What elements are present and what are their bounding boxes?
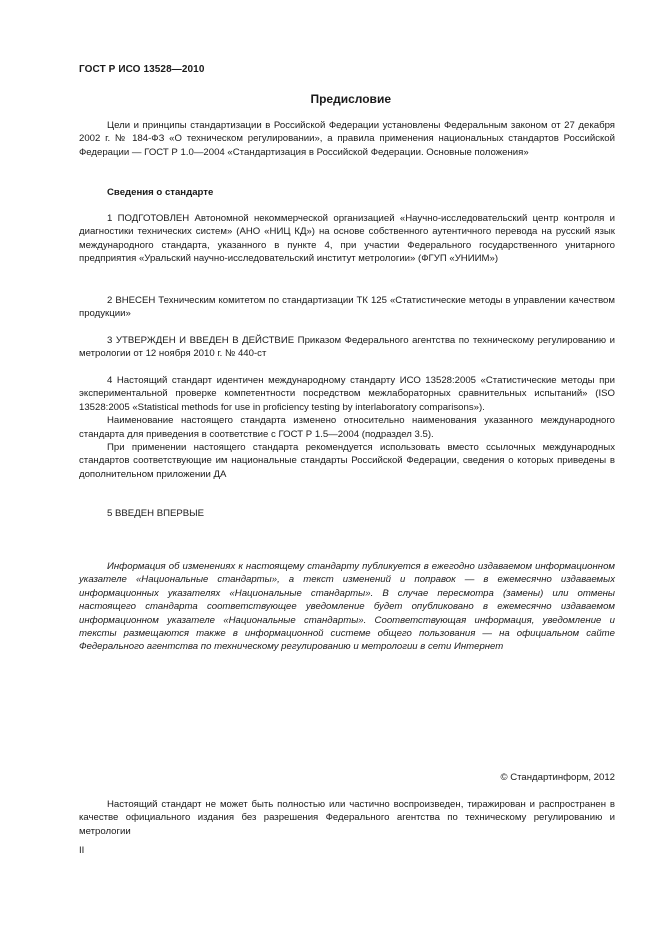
- item-3-block: [79, 334, 615, 361]
- intro-paragraph-block: [79, 119, 615, 159]
- page-number: II: [79, 845, 85, 856]
- item-2-paragraph: 2 ВНЕСЕН Техническим комитетом по стандартизации ТК 125 «Статистические методы в управлении качеством продукции»: [79, 295, 615, 320]
- reproduction-notice-block: [79, 798, 615, 838]
- section-heading-block: [79, 186, 615, 199]
- item-2-block: [79, 294, 615, 321]
- intro-paragraph: Цели и принципы стандартизации в Российской Федерации установлены Федеральным законом от 27 декабря 2002 г. № 184-ФЗ «О техническом регулировании», а правила применения национальных стандартов Российской Федерации — ГОСТ Р 1.0—2004 «Стандартизация в Российской Федерации. Основные положения»: [79, 120, 615, 158]
- item-1-paragraph: 1 ПОДГОТОВЛЕН Автономной некоммерческой организацией «Научно-исследовательский центр контроля и диагностики технических систем» (АНО «НИЦ КД») на основе собственного аутентичного перевода на русский язык международного стандарта, указанного в пункте 4, при участии Федерального государственного унитарного предприятия «Уральский научно-исследовательский институт метрологии» (ФГУП «УНИИМ»): [79, 213, 615, 265]
- item-3-paragraph: 3 УТВЕРЖДЕН И ВВЕДЕН В ДЕЙСТВИЕ Приказом Федерального агентства по техническому регулированию и метрологии от 12 ноября 2010 г. № 440-ст: [79, 335, 615, 360]
- item-4-name-paragraph: Наименование настоящего стандарта изменено относительно наименования указанного международного стандарта для приведения в соответствие с ГОСТ Р 1.5—2004 (подраздел 3.5).: [79, 415, 615, 440]
- item-4-paragraph: 4 Настоящий стандарт идентичен международному стандарту ИСО 13528:2005 «Статистические методы при экспериментальной проверке компетентности посредством межлабораторных сравнительных испытаний» (ISO 13528:2005 «Statistical methods for use in proficiency testing by interlaboratory comparisons»).: [79, 375, 615, 413]
- copyright-line: © Стандартинформ, 2012: [500, 772, 615, 783]
- item-1-block: [79, 212, 615, 266]
- item-5-block: [79, 507, 615, 520]
- section-heading: Сведения о стандарте: [107, 187, 214, 198]
- item-4-references-paragraph: При применении настоящего стандарта рекомендуется использовать вместо ссылочных международных стандартов соответствующие им национальные стандарты Российской Федерации, сведения о которых приведены в дополнительном приложении ДА: [79, 442, 615, 480]
- standard-code-header: ГОСТ Р ИСО 13528—2010: [79, 64, 205, 75]
- item-5-paragraph: 5 ВВЕДЕН ВПЕРВЫЕ: [107, 508, 205, 519]
- reproduction-notice-paragraph: Настоящий стандарт не может быть полностью или частично воспроизведен, тиражирован и распространен в качестве официального издания без разрешения Федерального агентства по техническому регулированию и метрологии: [79, 799, 615, 837]
- page-title: Предисловие: [310, 92, 391, 106]
- notice-block: [79, 560, 615, 654]
- notice-paragraph: Информация об изменениях к настоящему стандарту публикуется в ежегодно издаваемом информационном указателе «Национальные стандарты», а текст изменений и поправок — в ежемесячно издаваемых информационных указателях «Национальные стандарты». В случае пересмотра (замены) или отмены настоящего стандарта соответствующее уведомление будет опубликовано в ежемесячно издаваемом информационном указателе «Национальные стандарты». Соответствующая информация, уведомление и тексты размещаются также в информационной системе общего пользования — на официальном сайте Федерального агентства по техническому регулированию и метрологии в сети Интернет: [79, 561, 615, 653]
- item-4-block: [79, 374, 615, 481]
